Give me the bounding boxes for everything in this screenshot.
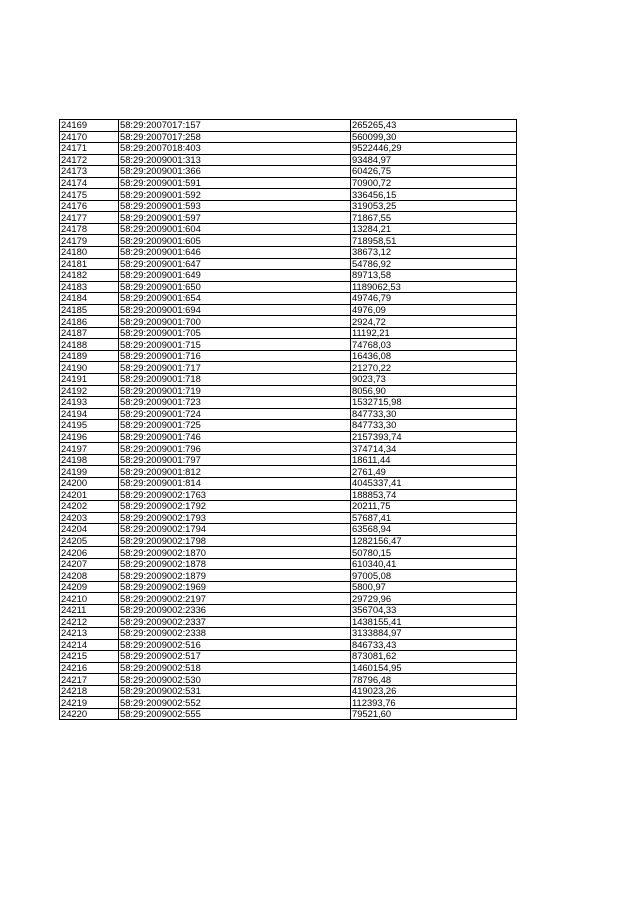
- row-number-cell: 24170: [60, 131, 119, 143]
- row-number-cell: 24200: [60, 477, 119, 489]
- row-number-cell: 24208: [60, 570, 119, 582]
- cadastral-number-cell: 58:29:2009002:531: [119, 685, 351, 697]
- row-number-cell: 24195: [60, 420, 119, 432]
- cadastral-number-cell: 58:29:2009002:2336: [119, 604, 351, 616]
- cadastral-number-cell: 58:29:2009001:366: [119, 166, 351, 178]
- value-cell: 63568,94: [351, 524, 517, 536]
- value-cell: 112393,76: [351, 697, 517, 709]
- row-number-cell: 24180: [60, 247, 119, 259]
- value-cell: 1282156,47: [351, 535, 517, 547]
- table-row: [60, 120, 517, 132]
- cadastral-number-cell: 58:29:2009001:649: [119, 270, 351, 282]
- row-number-cell: 24184: [60, 293, 119, 305]
- cadastral-number-cell: 58:29:2009001:723: [119, 397, 351, 409]
- table-row: [60, 304, 517, 316]
- value-cell: 1189062,53: [351, 281, 517, 293]
- row-number-cell: 24201: [60, 489, 119, 501]
- cadastral-number-cell: 58:29:2009002:530: [119, 674, 351, 686]
- row-number-cell: 24209: [60, 581, 119, 593]
- table-row: [60, 316, 517, 328]
- table-row: [60, 651, 517, 663]
- row-number-cell: 24185: [60, 304, 119, 316]
- table-row: [60, 131, 517, 143]
- value-cell: 9023,73: [351, 374, 517, 386]
- table-row: [60, 489, 517, 501]
- value-cell: 9522446,29: [351, 143, 517, 155]
- row-number-cell: 24202: [60, 501, 119, 513]
- row-number-cell: 24182: [60, 270, 119, 282]
- table-row: [60, 223, 517, 235]
- cadastral-number-cell: 58:29:2009001:604: [119, 223, 351, 235]
- value-cell: 374714,34: [351, 443, 517, 455]
- value-cell: 4045337,41: [351, 477, 517, 489]
- cadastral-number-cell: 58:29:2009002:1793: [119, 512, 351, 524]
- cadastral-number-cell: 58:29:2009001:797: [119, 454, 351, 466]
- table-row: [60, 685, 517, 697]
- value-cell: 718958,51: [351, 235, 517, 247]
- value-cell: 49746,79: [351, 293, 517, 305]
- value-cell: 610340,41: [351, 558, 517, 570]
- table-row: [60, 674, 517, 686]
- cadastral-number-cell: 58:29:2009002:1879: [119, 570, 351, 582]
- table-row: [60, 662, 517, 674]
- value-cell: 5800,97: [351, 581, 517, 593]
- value-cell: 319053,25: [351, 200, 517, 212]
- row-number-cell: 24178: [60, 223, 119, 235]
- row-number-cell: 24174: [60, 177, 119, 189]
- value-cell: 419023,26: [351, 685, 517, 697]
- value-cell: 1532715,98: [351, 397, 517, 409]
- row-number-cell: 24197: [60, 443, 119, 455]
- value-cell: 356704,33: [351, 604, 517, 616]
- table-row: [60, 374, 517, 386]
- table-row: [60, 270, 517, 282]
- value-cell: 11192,21: [351, 327, 517, 339]
- cadastral-number-cell: 58:29:2009002:2338: [119, 628, 351, 640]
- table-body: [60, 120, 517, 720]
- row-number-cell: 24210: [60, 593, 119, 605]
- cadastral-number-cell: 58:29:2009002:555: [119, 708, 351, 720]
- value-cell: 2157393,74: [351, 431, 517, 443]
- row-number-cell: 24171: [60, 143, 119, 155]
- value-cell: 3133884,97: [351, 628, 517, 640]
- cadastral-number-cell: 58:29:2009001:654: [119, 293, 351, 305]
- cadastral-number-cell: 58:29:2009002:2337: [119, 616, 351, 628]
- row-number-cell: 24186: [60, 316, 119, 328]
- cadastral-number-cell: 58:29:2009001:796: [119, 443, 351, 455]
- table-row: [60, 697, 517, 709]
- value-cell: 1438155,41: [351, 616, 517, 628]
- cadastral-number-cell: 58:29:2009002:1870: [119, 547, 351, 559]
- row-number-cell: 24218: [60, 685, 119, 697]
- table-row: [60, 420, 517, 432]
- table-row: [60, 350, 517, 362]
- cadastral-number-cell: 58:29:2009002:1794: [119, 524, 351, 536]
- row-number-cell: 24191: [60, 374, 119, 386]
- cadastral-number-cell: 58:29:2009001:597: [119, 212, 351, 224]
- table-row: [60, 570, 517, 582]
- row-number-cell: 24198: [60, 454, 119, 466]
- row-number-cell: 24172: [60, 154, 119, 166]
- cadastral-number-cell: 58:29:2009002:516: [119, 639, 351, 651]
- value-cell: 38673,12: [351, 247, 517, 259]
- value-cell: 93484,97: [351, 154, 517, 166]
- row-number-cell: 24213: [60, 628, 119, 640]
- value-cell: 16436,08: [351, 350, 517, 362]
- value-cell: 846733,43: [351, 639, 517, 651]
- cadastral-number-cell: 58:29:2009001:646: [119, 247, 351, 259]
- cadastral-number-cell: 58:29:2009001:592: [119, 189, 351, 201]
- row-number-cell: 24190: [60, 362, 119, 374]
- value-cell: 13284,21: [351, 223, 517, 235]
- table-row: [60, 293, 517, 305]
- value-cell: 8056,90: [351, 385, 517, 397]
- table-row: [60, 524, 517, 536]
- row-number-cell: 24179: [60, 235, 119, 247]
- value-cell: 188853,74: [351, 489, 517, 501]
- row-number-cell: 24173: [60, 166, 119, 178]
- cadastral-number-cell: 58:29:2009002:517: [119, 651, 351, 663]
- value-cell: 18611,44: [351, 454, 517, 466]
- value-cell: 29729,96: [351, 593, 517, 605]
- value-cell: 847733,30: [351, 420, 517, 432]
- row-number-cell: 24183: [60, 281, 119, 293]
- table-row: [60, 189, 517, 201]
- row-number-cell: 24199: [60, 466, 119, 478]
- table-row: [60, 708, 517, 720]
- cadastral-number-cell: 58:29:2007017:258: [119, 131, 351, 143]
- value-cell: 74768,03: [351, 339, 517, 351]
- row-number-cell: 24212: [60, 616, 119, 628]
- table-row: [60, 628, 517, 640]
- cadastral-number-cell: 58:29:2007018:403: [119, 143, 351, 155]
- table-row: [60, 247, 517, 259]
- table-row: [60, 477, 517, 489]
- value-cell: 70900,72: [351, 177, 517, 189]
- row-number-cell: 24204: [60, 524, 119, 536]
- value-cell: 265265,43: [351, 120, 517, 132]
- cadastral-number-cell: 58:29:2009001:716: [119, 350, 351, 362]
- table-row: [60, 327, 517, 339]
- cadastral-number-cell: 58:29:2009002:1969: [119, 581, 351, 593]
- value-cell: 71867,55: [351, 212, 517, 224]
- table-row: [60, 431, 517, 443]
- table-row: [60, 639, 517, 651]
- cadastral-number-cell: 58:29:2009001:718: [119, 374, 351, 386]
- cadastral-number-cell: 58:29:2007017:157: [119, 120, 351, 132]
- row-number-cell: 24193: [60, 397, 119, 409]
- table-row: [60, 408, 517, 420]
- table-row: [60, 604, 517, 616]
- cadastral-number-cell: 58:29:2009002:1798: [119, 535, 351, 547]
- value-cell: 57687,41: [351, 512, 517, 524]
- cadastral-number-cell: 58:29:2009001:647: [119, 258, 351, 270]
- row-number-cell: 24196: [60, 431, 119, 443]
- value-cell: 2924,72: [351, 316, 517, 328]
- table-row: [60, 501, 517, 513]
- table-row: [60, 558, 517, 570]
- cadastral-number-cell: 58:29:2009002:518: [119, 662, 351, 674]
- row-number-cell: 24169: [60, 120, 119, 132]
- cadastral-number-cell: 58:29:2009001:814: [119, 477, 351, 489]
- row-number-cell: 24176: [60, 200, 119, 212]
- row-number-cell: 24203: [60, 512, 119, 524]
- table-row: [60, 281, 517, 293]
- value-cell: 847733,30: [351, 408, 517, 420]
- value-cell: 336456,15: [351, 189, 517, 201]
- row-number-cell: 24219: [60, 697, 119, 709]
- row-number-cell: 24188: [60, 339, 119, 351]
- row-number-cell: 24207: [60, 558, 119, 570]
- table-row: [60, 397, 517, 409]
- value-cell: 21270,22: [351, 362, 517, 374]
- table-row: [60, 362, 517, 374]
- cadastral-number-cell: 58:29:2009001:717: [119, 362, 351, 374]
- value-cell: 4976,09: [351, 304, 517, 316]
- row-number-cell: 24211: [60, 604, 119, 616]
- cadastral-number-cell: 58:29:2009001:812: [119, 466, 351, 478]
- value-cell: 60426,75: [351, 166, 517, 178]
- cadastral-number-cell: 58:29:2009002:2197: [119, 593, 351, 605]
- value-cell: 50780,15: [351, 547, 517, 559]
- table-row: [60, 616, 517, 628]
- table-row: [60, 466, 517, 478]
- cadastral-number-cell: 58:29:2009001:746: [119, 431, 351, 443]
- value-cell: 2761,49: [351, 466, 517, 478]
- row-number-cell: 24214: [60, 639, 119, 651]
- table-row: [60, 593, 517, 605]
- table-row: [60, 339, 517, 351]
- row-number-cell: 24192: [60, 385, 119, 397]
- table-row: [60, 143, 517, 155]
- table-row: [60, 212, 517, 224]
- row-number-cell: 24205: [60, 535, 119, 547]
- data-table: [59, 119, 517, 720]
- table-row: [60, 154, 517, 166]
- table-row: [60, 235, 517, 247]
- row-number-cell: 24220: [60, 708, 119, 720]
- table-row: [60, 258, 517, 270]
- value-cell: 97005,08: [351, 570, 517, 582]
- cadastral-number-cell: 58:29:2009001:725: [119, 420, 351, 432]
- row-number-cell: 24175: [60, 189, 119, 201]
- cadastral-number-cell: 58:29:2009002:552: [119, 697, 351, 709]
- table-row: [60, 512, 517, 524]
- row-number-cell: 24194: [60, 408, 119, 420]
- cadastral-number-cell: 58:29:2009002:1792: [119, 501, 351, 513]
- row-number-cell: 24187: [60, 327, 119, 339]
- table-row: [60, 200, 517, 212]
- row-number-cell: 24177: [60, 212, 119, 224]
- cadastral-number-cell: 58:29:2009002:1878: [119, 558, 351, 570]
- row-number-cell: 24206: [60, 547, 119, 559]
- cadastral-number-cell: 58:29:2009001:694: [119, 304, 351, 316]
- table-row: [60, 177, 517, 189]
- value-cell: 1460154,95: [351, 662, 517, 674]
- row-number-cell: 24217: [60, 674, 119, 686]
- table-row: [60, 166, 517, 178]
- cadastral-number-cell: 58:29:2009001:605: [119, 235, 351, 247]
- row-number-cell: 24181: [60, 258, 119, 270]
- value-cell: 560099,30: [351, 131, 517, 143]
- cadastral-number-cell: 58:29:2009001:593: [119, 200, 351, 212]
- row-number-cell: 24189: [60, 350, 119, 362]
- cadastral-number-cell: 58:29:2009001:724: [119, 408, 351, 420]
- value-cell: 20211,75: [351, 501, 517, 513]
- cadastral-number-cell: 58:29:2009001:705: [119, 327, 351, 339]
- cadastral-number-cell: 58:29:2009001:715: [119, 339, 351, 351]
- cadastral-number-cell: 58:29:2009001:719: [119, 385, 351, 397]
- value-cell: 54786,92: [351, 258, 517, 270]
- cadastral-number-cell: 58:29:2009001:650: [119, 281, 351, 293]
- table-row: [60, 547, 517, 559]
- table-row: [60, 454, 517, 466]
- cadastral-number-cell: 58:29:2009001:591: [119, 177, 351, 189]
- table-row: [60, 385, 517, 397]
- row-number-cell: 24215: [60, 651, 119, 663]
- table-row: [60, 535, 517, 547]
- value-cell: 79521,60: [351, 708, 517, 720]
- value-cell: 78796,48: [351, 674, 517, 686]
- cadastral-number-cell: 58:29:2009002:1763: [119, 489, 351, 501]
- cadastral-number-cell: 58:29:2009001:313: [119, 154, 351, 166]
- value-cell: 873081,62: [351, 651, 517, 663]
- table-row: [60, 581, 517, 593]
- row-number-cell: 24216: [60, 662, 119, 674]
- value-cell: 89713,58: [351, 270, 517, 282]
- table-row: [60, 443, 517, 455]
- cadastral-number-cell: 58:29:2009001:700: [119, 316, 351, 328]
